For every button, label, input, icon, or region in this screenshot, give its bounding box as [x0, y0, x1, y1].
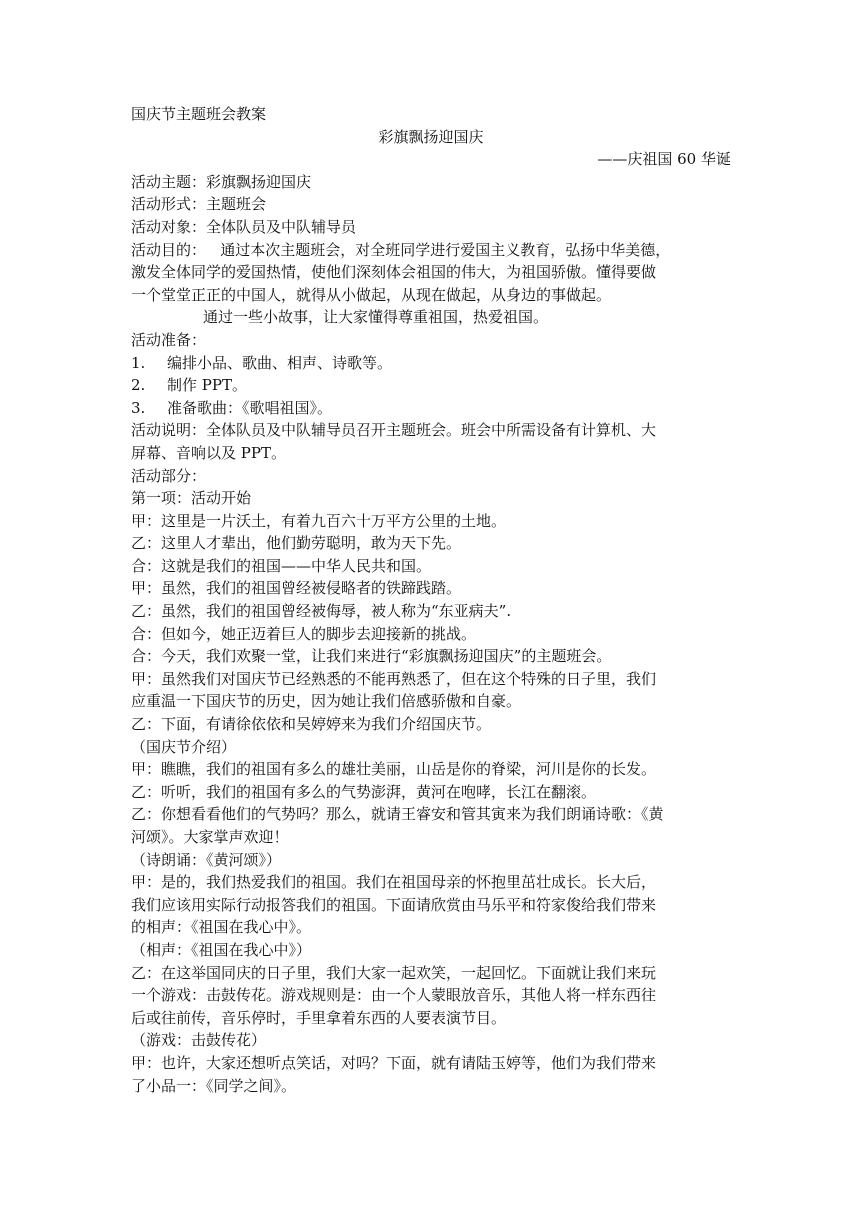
prep-item — [131, 374, 731, 397]
purpose-line: 激发全体同学的爱国热情，使他们深刻体会祖国的伟大，为祖国骄傲。懂得要做 — [131, 263, 657, 282]
activity-theme: 活动主题：彩旗飘扬迎国庆 — [131, 172, 312, 191]
explain-line: 活动说明：全体队员及中队辅导员召开主题班会。班会中所需设备有计算机、大 — [131, 421, 657, 440]
body-line: 后或往前传，音乐停时，手里拿着东西的人要表演节目。 — [131, 1008, 507, 1027]
body-line: 乙：这里人才辈出，他们勤劳聪明，敢为天下先。 — [131, 534, 462, 553]
body-line: （游戏：击鼓传花） — [131, 1031, 267, 1050]
body-line: （诗朗诵：《黄河颂》） — [131, 850, 282, 869]
body-line: 乙：你想看看他们的气势吗？那么，就请王睿安和管其寅来为我们朗诵诗歌：《黄 — [131, 805, 664, 824]
body-line: 了小品一：《同学之间》。 — [131, 1076, 297, 1095]
body-line: （相声：《祖国在我心中》） — [131, 940, 312, 959]
body-line: （国庆节介绍） — [131, 737, 237, 756]
body-line: 乙：虽然，我们的祖国曾经被侮辱，被人称为“东亚病夫”. — [131, 602, 512, 621]
prep-item — [131, 397, 731, 420]
prep-item — [131, 352, 731, 375]
document-subtitle: ——庆祖国 60 华诞 — [597, 150, 731, 169]
body-line: 甲：虽然，我们的祖国曾经被侵略者的铁蹄践踏。 — [131, 579, 462, 598]
body-line: 活动部分： — [131, 466, 207, 485]
purpose-line: 活动目的： 通过本次主题班会，对全班同学进行爱国主义教育，弘扬中华美德， — [131, 240, 671, 259]
explain-line: 屏幕、音响以及 PPT。 — [131, 443, 286, 462]
prep-item-text: 准备歌曲：《歌唱祖国》。 — [167, 398, 333, 417]
body-line: 的相声：《祖国在我心中》。 — [131, 918, 312, 937]
body-line: 甲：是的，我们热爱我们的祖国。我们在祖国母亲的怀抱里茁壮成长。长大后， — [131, 873, 657, 892]
body-line: 一个游戏：击鼓传花。游戏规则是：由一个人蒙眼放音乐，其他人将一样东西往 — [131, 986, 657, 1005]
body-line: 甲：虽然我们对国庆节已经熟悉的不能再熟悉了，但在这个特殊的日子里，我们 — [131, 669, 657, 688]
prep-item-text: 编排小品、歌曲、相声、诗歌等。 — [167, 353, 393, 372]
body-line: 乙：下面，有请徐依依和吴婷婷来为我们介绍国庆节。 — [131, 715, 492, 734]
body-line: 乙：在这举国同庆的日子里，我们大家一起欢笑，一起回忆。下面就让我们来玩 — [131, 963, 657, 982]
prep-item-text: 制作 PPT。 — [167, 376, 247, 395]
document-title: 彩旗飘扬迎国庆 — [378, 127, 484, 146]
prep-heading: 活动准备： — [131, 330, 207, 349]
body-line: 合：今天，我们欢聚一堂，让我们来进行“彩旗飘扬迎国庆”的主题班会。 — [131, 647, 612, 666]
purpose-line: 一个堂堂正正的中国人，就得从小做起，从现在做起，从身边的事做起。 — [131, 285, 612, 304]
document-header: 国庆节主题班会教案 — [131, 105, 267, 123]
prep-item-number: 2. — [131, 376, 146, 395]
body-line: 甲：瞧瞧，我们的祖国有多么的雄壮美丽，山岳是你的脊梁，河川是你的长发。 — [131, 760, 657, 779]
body-line: 我们应该用实际行动报答我们的祖国。下面请欣赏由马乐平和符家俊给我们带来 — [131, 895, 657, 914]
prep-item-number: 3. — [131, 398, 146, 417]
body-line: 甲：也许，大家还想听点笑话，对吗？下面，就有请陆玉婷等，他们为我们带来 — [131, 1053, 657, 1072]
body-line: 合：这就是我们的祖国——中华人民共和国。 — [131, 556, 432, 575]
activity-target: 活动对象：全体队员及中队辅导员 — [131, 217, 357, 236]
body-line: 甲：这里是一片沃土，有着九百六十万平方公里的土地。 — [131, 511, 507, 530]
body-line: 应重温一下国庆节的历史，因为她让我们倍感骄傲和自豪。 — [131, 692, 522, 711]
activity-form: 活动形式：主题班会 — [131, 195, 267, 214]
body-line: 乙：听听，我们的祖国有多么的气势澎湃，黄河在咆哮，长江在翻滚。 — [131, 782, 597, 801]
prep-item-number: 1. — [131, 353, 146, 372]
purpose-extra: 通过一些小故事，让大家懂得尊重祖国，热爱祖国。 — [203, 308, 549, 327]
body-line: 合：但如今，她正迈着巨人的脚步去迎接新的挑战。 — [131, 624, 477, 643]
body-line: 河颂》。大家掌声欢迎！ — [131, 828, 289, 846]
document-body — [131, 103, 731, 1097]
body-line: 第一项：活动开始 — [131, 489, 252, 508]
